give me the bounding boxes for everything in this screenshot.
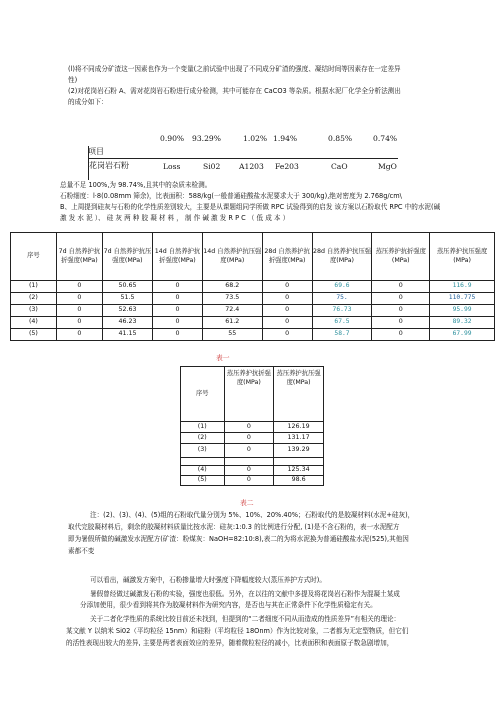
table-cell: 139.29 bbox=[274, 444, 324, 458]
table-row bbox=[181, 444, 324, 458]
table-cell: 89.32 bbox=[430, 317, 495, 329]
table-cell: 0 bbox=[372, 281, 430, 293]
table-cell: 61.2 bbox=[202, 317, 262, 329]
table-cell: 0 bbox=[224, 476, 274, 486]
strength-table-1 bbox=[10, 232, 495, 341]
table-cell: (3) bbox=[11, 305, 57, 317]
note-line-3: 即为暑假所做的碱激发水泥配方(矿渣：粉煤灰：NaOH=82:10:8),表二的为将水泥换为普通硅酸盐水泥(525),其他因 bbox=[68, 535, 409, 543]
table-cell: 0 bbox=[152, 281, 202, 293]
paragraph-3: 总量不足 100%,为 98.74%,且其中的杂质未检测。 bbox=[60, 181, 212, 189]
pct-mgo: 0.74% bbox=[373, 134, 398, 143]
table-cell: 73.5 bbox=[202, 293, 262, 305]
table-cell: 50.65 bbox=[102, 281, 152, 293]
table1-header: 14d 自然养护抗压强度(MPa) bbox=[202, 233, 262, 281]
table1-header: 7d 自然养护抗折强度(MPa) bbox=[56, 233, 102, 281]
table-cell: (3) bbox=[181, 444, 225, 458]
table-cell: 0 bbox=[152, 329, 202, 341]
table-cell: 55 bbox=[202, 329, 262, 341]
table-cell: 116.9 bbox=[430, 281, 495, 293]
paragraph-8-line-3: 的活性表现出较大的差异, 主要是两者表面效应的差异，随着微粒粒径的减小，比表面积和表面原子数急剧增加， bbox=[66, 639, 394, 647]
paragraph-1-line-1: (l)将不同成分矿渣这一因素也作为一个变量(之前试验中出现了不同成分矿渣的强度、凝结时间等因素存在一定差异 bbox=[68, 65, 401, 73]
table-cell: (5) bbox=[11, 329, 57, 341]
table-cell: 0 bbox=[224, 466, 274, 476]
table-cell: (2) bbox=[181, 433, 225, 444]
paragraph-2-line-1: (2)对花岗岩石粉 A、需对花岗岩石粉进行成分检测，其中可能存在 CaCO3 等杂质。根据水泥厂化学全分析法测出 bbox=[68, 87, 401, 95]
table-cell: 46.23 bbox=[102, 317, 152, 329]
table-cell: (1) bbox=[181, 422, 225, 433]
sample-label: 花岗岩石粉 bbox=[89, 161, 129, 170]
table-cell: 75. bbox=[312, 293, 372, 305]
comp-loss: Loss bbox=[163, 162, 181, 171]
table-cell: 0 bbox=[372, 317, 430, 329]
table-cell: 126.19 bbox=[274, 422, 324, 433]
paragraph-8-line-1: 关于二者化学性质的系统比较目前还未找到，但提到的“二者细度不同从而造成的性质差异”有相关的理论： bbox=[90, 615, 401, 623]
composition-divider bbox=[88, 158, 398, 159]
note-line-2: 取代完胶凝材料后，剩余的胶凝材料质量比按水泥：硅灰:1:0.3 的比例进行分配, (1)是不含石粉的，表一水泥配方 bbox=[68, 523, 400, 531]
row-label: 项目 bbox=[88, 147, 104, 156]
table-cell: 0 bbox=[56, 305, 102, 317]
note-line-4: 素都不变 bbox=[68, 547, 95, 555]
table-cell: 110.775 bbox=[430, 293, 495, 305]
table1-header: 蒸压养护抗折强度(MPa) bbox=[372, 233, 430, 281]
table2-header-row bbox=[181, 367, 324, 422]
table-row bbox=[181, 422, 324, 433]
comp-al2o3: A1203 bbox=[239, 162, 264, 171]
table-cell: 52.63 bbox=[102, 305, 152, 317]
table1-header: 蒸压养护抗压强度(MPa) bbox=[430, 233, 495, 281]
table1-header: 14d 自然养护抗折强度(MPa) bbox=[152, 233, 202, 281]
table-cell: 69.6 bbox=[312, 281, 372, 293]
paragraph-5-line-1: B、上周提到硅灰与石粉的化学性质差别较大，主要是从课题组同学所做 RPC 试验得到的启发 该方案以石粉取代 RPC 中的水泥(碱 bbox=[60, 203, 441, 211]
table-cell: 0 bbox=[224, 422, 274, 433]
table-cell: 67.5 bbox=[312, 317, 372, 329]
table-cell: 0 bbox=[152, 293, 202, 305]
table-cell: 41.15 bbox=[102, 329, 152, 341]
table-cell: 0 bbox=[224, 433, 274, 444]
table-cell: 76.73 bbox=[312, 305, 372, 317]
table-cell: 0 bbox=[262, 281, 312, 293]
table-cell: (1) bbox=[11, 281, 57, 293]
table-cell: 67.99 bbox=[430, 329, 495, 341]
paragraph-4: 石粉细度：l·8(0.08mm 筛余)，比表面积：588/kg(一般普通硅酸盐水泥要求大于 300/kg),绝对密度为 2.768g/cm\ bbox=[60, 192, 402, 200]
table-cell: (5) bbox=[181, 476, 225, 486]
comp-cao: CaO bbox=[331, 162, 348, 171]
table-cell: 68.2 bbox=[202, 281, 262, 293]
table-cell: 0 bbox=[262, 305, 312, 317]
pct-al2o3: 1.02% bbox=[243, 134, 268, 143]
table-row bbox=[181, 476, 324, 486]
table1-header: 序号 bbox=[11, 233, 57, 281]
table-row bbox=[11, 293, 495, 305]
table1-header: 28d 自然养护抗压强度(MPa) bbox=[312, 233, 372, 281]
table-cell: 0 bbox=[372, 305, 430, 317]
table-cell: 51.5 bbox=[102, 293, 152, 305]
table1-header: 7d 自然养护抗压强度(MPa) bbox=[102, 233, 152, 281]
comp-mgo: MgO bbox=[378, 162, 397, 171]
table-row bbox=[11, 281, 495, 293]
table-cell: 0 bbox=[56, 293, 102, 305]
table-cell: 0 bbox=[56, 317, 102, 329]
table-cell: 98.6 bbox=[274, 476, 324, 486]
table1-caption: 表一 bbox=[216, 354, 230, 362]
table-cell: 0 bbox=[224, 444, 274, 458]
comp-fe2o3: Fe203 bbox=[275, 162, 299, 171]
pct-loss: 0.90% bbox=[160, 134, 185, 143]
table-cell: 95.99 bbox=[430, 305, 495, 317]
table-cell: 0 bbox=[372, 293, 430, 305]
table-row bbox=[181, 433, 324, 444]
table-cell: 125.34 bbox=[274, 466, 324, 476]
pct-cao: 0.85% bbox=[328, 134, 353, 143]
table1-header-row bbox=[11, 233, 495, 281]
table-cell: 72.4 bbox=[202, 305, 262, 317]
table-cell: 58.7 bbox=[312, 329, 372, 341]
paragraph-2-line-2: 的成分如下： bbox=[68, 98, 108, 106]
table-cell: 0 bbox=[262, 329, 312, 341]
composition-table bbox=[88, 128, 418, 180]
table2-header: 序号 bbox=[181, 367, 225, 422]
table2-header: 蒸压养护抗压强度(MPa) bbox=[274, 367, 324, 422]
pct-sio2: 93.29% bbox=[192, 134, 221, 143]
table-cell: (4) bbox=[181, 466, 225, 476]
paragraph-1-line-2: 性) bbox=[68, 76, 78, 84]
table-cell: 0 bbox=[152, 305, 202, 317]
pct-fe2o3: 1.94% bbox=[273, 134, 298, 143]
note-line-1: 注：(2)、(3)、(4)、(5)组的石粉取代量分别为 5%、10%、20%.40%；石粉取代的是胶凝材料(水泥+硅灰)， bbox=[90, 511, 415, 519]
paragraph-7-line-2: 分添加使用，很少看到将其作为胶凝材料作为研究内容，是否也与其在正常条件下化学性质稳定有关。 bbox=[80, 601, 377, 609]
table-cell: 131.17 bbox=[274, 433, 324, 444]
table-row bbox=[181, 466, 324, 476]
table-spacer-row bbox=[181, 458, 324, 466]
table-cell: 0 bbox=[56, 329, 102, 341]
paragraph-7-line-1: 暑假曾经做过碱激发石粉的实验，强度也很低。另外，在以往的文献中多提及将花岗岩石粉作为混凝土某成 bbox=[90, 590, 400, 598]
table-cell: (2) bbox=[11, 293, 57, 305]
table-row bbox=[11, 317, 495, 329]
table-cell: 0 bbox=[262, 293, 312, 305]
table-row bbox=[11, 305, 495, 317]
table1-header: 28d 自然养护抗折强度(MPa) bbox=[262, 233, 312, 281]
table-row bbox=[11, 329, 495, 341]
paragraph-6: 可以看出，碱激发方案中，石粉掺量增大时强度下降幅度较大(蒸压养护方式时)。 bbox=[90, 576, 326, 584]
table-cell: 0 bbox=[372, 329, 430, 341]
table2-caption: 表二 bbox=[240, 499, 254, 507]
table-cell: (4) bbox=[11, 317, 57, 329]
paragraph-5-line-2: 激 发 水 泥 ）、 硅 灰 两 种 胶 凝 材 料 ， 制 作 碱 激 发 R P C （ 低 成 本 ） bbox=[60, 214, 290, 222]
table-cell: 0 bbox=[152, 317, 202, 329]
table-cell: 0 bbox=[262, 317, 312, 329]
strength-table-2 bbox=[180, 366, 324, 486]
paragraph-8-line-2: 某文献 Y 以纳米 Si02（平均粒径 15nm）和硅粉（平均粒径 18Onm）作为比较对象，二者都为无定型物质，但它们 bbox=[66, 627, 409, 635]
table-cell: 0 bbox=[56, 281, 102, 293]
table2-header: 蒸压养护抗折强度(MPa) bbox=[224, 367, 274, 422]
comp-sio2: Si02 bbox=[203, 162, 221, 171]
